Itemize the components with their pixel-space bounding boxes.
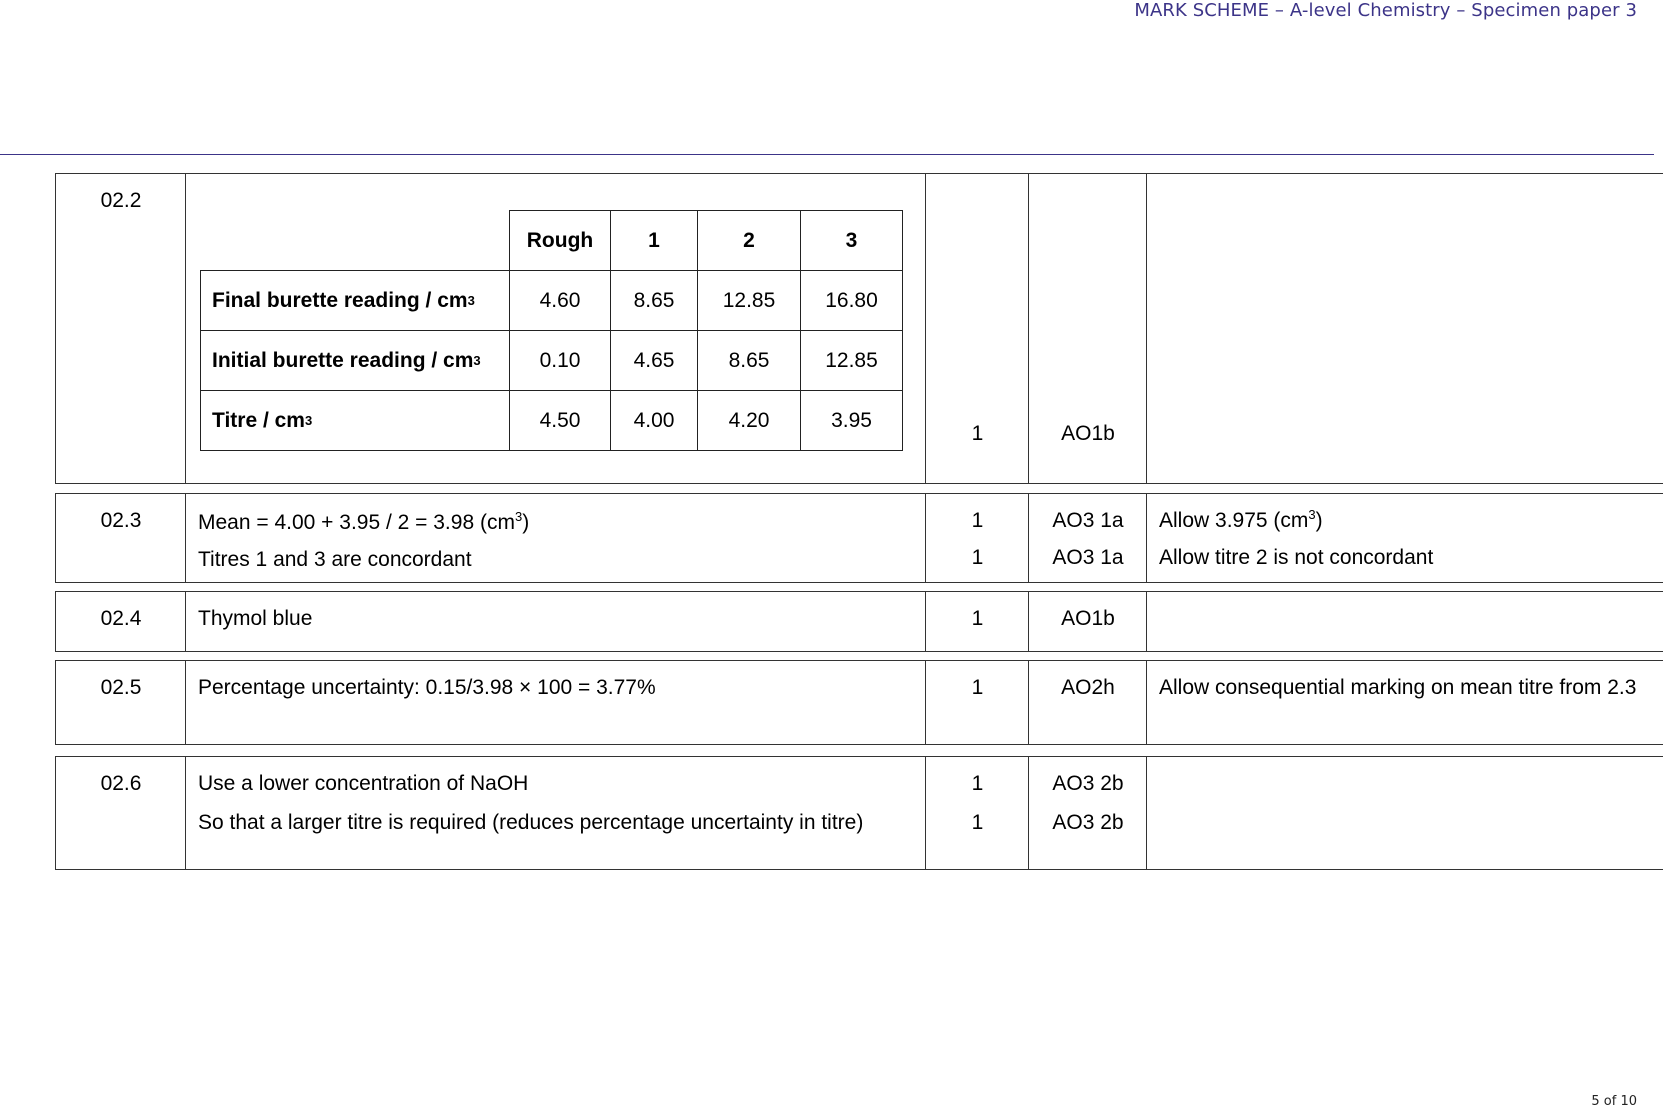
row-label-final: Final burette reading / cm 3 <box>200 270 510 331</box>
question-number: 02.5 <box>100 676 142 699</box>
table-cell: 4.60 <box>509 270 611 331</box>
mark-cell <box>926 661 1029 744</box>
row-label-text: Final burette reading / cm <box>212 288 468 312</box>
col-header-rough: Rough <box>509 210 611 271</box>
mark-row-02-2 <box>55 173 1663 484</box>
col-header-3: 3 <box>800 210 903 271</box>
answer-cell <box>186 174 926 483</box>
answer-text: Thymol blue <box>198 607 313 630</box>
mark-value: 1 <box>971 811 984 834</box>
question-number-cell <box>56 494 186 582</box>
question-number: 02.3 <box>100 509 142 532</box>
answer-line-1 <box>198 510 529 535</box>
ao-value: AO3 1a <box>1052 546 1124 569</box>
ao-value: AO3 1a <box>1052 509 1124 532</box>
col-header-2: 2 <box>697 210 801 271</box>
mark-value: 1 <box>971 546 984 569</box>
mark-row-02-6 <box>55 756 1663 870</box>
question-number-cell <box>56 592 186 651</box>
ao-cell <box>1029 661 1147 744</box>
table-cell: 3.95 <box>800 390 903 451</box>
question-number: 02.6 <box>100 772 142 795</box>
unit-superscript: 3 <box>514 509 523 524</box>
ao-cell <box>1029 174 1147 483</box>
comment-cell <box>1147 494 1663 582</box>
table-cell: 8.65 <box>610 270 698 331</box>
mark-value: 1 <box>971 607 984 630</box>
ao-value: AO2h <box>1061 676 1115 699</box>
answer-cell <box>186 661 926 744</box>
answer-line-2: So that a larger titre is required (reduces percentage uncertainty in titre) <box>198 811 864 834</box>
row-label-text: Initial burette reading / cm <box>212 348 474 372</box>
question-number-cell <box>56 174 186 483</box>
comment-line-1 <box>1159 508 1323 533</box>
table-cell: 12.85 <box>800 330 903 391</box>
question-number: 02.4 <box>100 607 142 630</box>
comment-text: Allow consequential marking on mean titre from 2.3 <box>1159 676 1637 699</box>
table-cell: 16.80 <box>800 270 903 331</box>
page-number: 5 of 10 <box>1591 1094 1637 1109</box>
question-number-cell <box>56 757 186 869</box>
ao-value: AO1b <box>1061 422 1115 445</box>
mark-cell <box>926 174 1029 483</box>
mark-value: 1 <box>971 772 984 795</box>
table-cell: 4.65 <box>610 330 698 391</box>
header-divider <box>0 154 1654 155</box>
table-cell: 4.00 <box>610 390 698 451</box>
ao-cell <box>1029 757 1147 869</box>
ao-cell <box>1029 494 1147 582</box>
ao-value: AO3 2b <box>1052 772 1124 795</box>
mark-cell <box>926 494 1029 582</box>
answer-text-end: ) <box>522 511 530 534</box>
comment-text-end: ) <box>1315 509 1323 532</box>
mark-row-02-4 <box>55 591 1663 652</box>
answer-cell <box>186 592 926 651</box>
col-header-1: 1 <box>610 210 698 271</box>
ao-value: AO3 2b <box>1052 811 1124 834</box>
mark-value: 1 <box>971 676 984 699</box>
answer-line-2: Titres 1 and 3 are concordant <box>198 548 472 571</box>
row-label-initial: Initial burette reading / cm 3 <box>200 330 510 391</box>
answer-text: Mean = 4.00 + 3.95 / 2 = 3.98 (cm <box>198 511 515 534</box>
mark-cell <box>926 757 1029 869</box>
unit-superscript: 3 <box>1308 507 1316 522</box>
comment-cell <box>1147 757 1663 869</box>
comment-cell <box>1147 592 1663 651</box>
answer-cell <box>186 494 926 582</box>
answer-line-1: Use a lower concentration of NaOH <box>198 772 529 795</box>
row-label-text: Titre / cm <box>212 408 305 432</box>
table-cell: 4.50 <box>509 390 611 451</box>
question-number-cell <box>56 661 186 744</box>
comment-cell <box>1147 174 1663 483</box>
header-title: MARK SCHEME – A-level Chemistry – Specimen paper 3 <box>1134 0 1637 21</box>
table-cell: 0.10 <box>509 330 611 391</box>
mark-value: 1 <box>971 422 984 445</box>
mark-value: 1 <box>971 509 984 532</box>
mark-row-02-3 <box>55 493 1663 583</box>
ao-value: AO1b <box>1061 607 1115 630</box>
row-label-titre: Titre / cm 3 <box>200 390 510 451</box>
answer-text: Percentage uncertainty: 0.15/3.98 × 100 = 3.77% <box>198 676 656 699</box>
table-cell: 12.85 <box>697 270 801 331</box>
comment-cell <box>1147 661 1663 744</box>
ao-cell <box>1029 592 1147 651</box>
answer-cell <box>186 757 926 869</box>
question-number: 02.2 <box>100 189 142 212</box>
table-cell: 4.20 <box>697 390 801 451</box>
comment-text: Allow 3.975 (cm <box>1159 509 1309 532</box>
comment-line-2: Allow titre 2 is not concordant <box>1159 546 1434 569</box>
mark-row-02-5 <box>55 660 1663 745</box>
table-cell: 8.65 <box>697 330 801 391</box>
mark-cell <box>926 592 1029 651</box>
